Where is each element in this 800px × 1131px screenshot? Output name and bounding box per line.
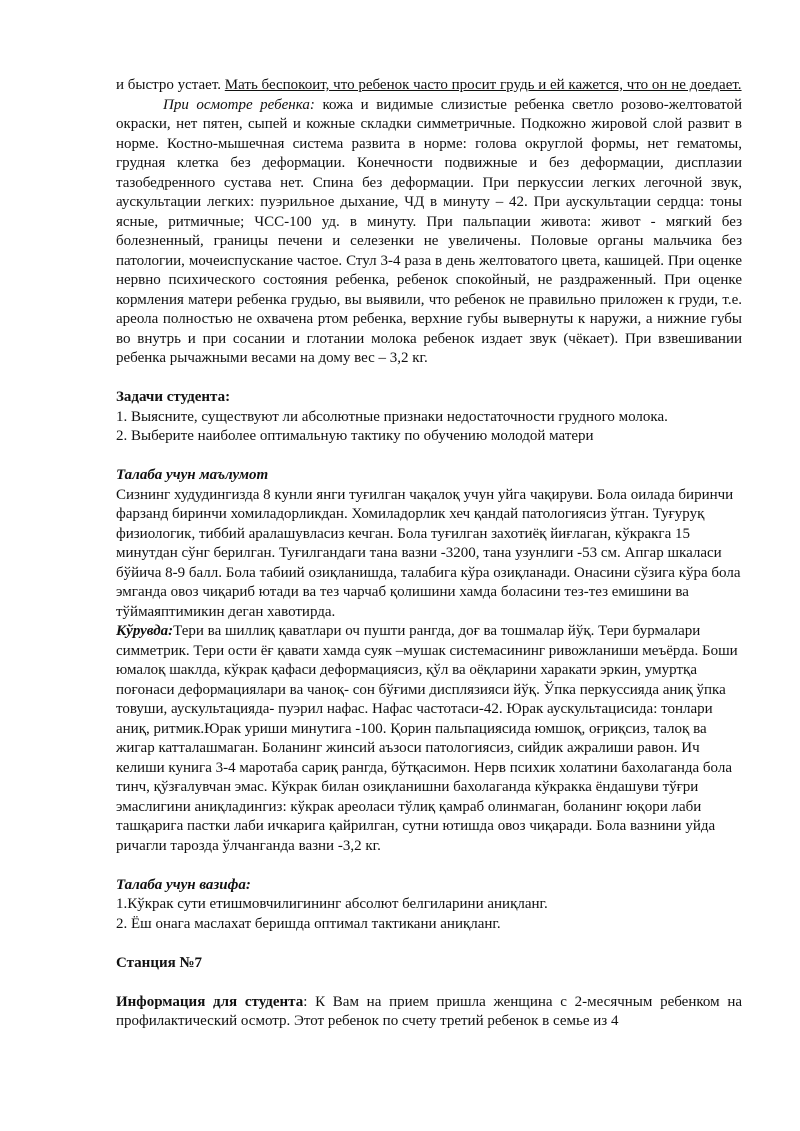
ru-complaint-paragraph [116,76,742,96]
ru-exam-label: При осмотре ребенка: [163,96,315,113]
uz-tasks-heading: Талаба учун вазифа: [116,876,251,893]
uz-exam-label: Кўрувда: [116,623,174,639]
ru-exam-paragraph [116,96,742,369]
ru-tasks-heading: Задачи студента: [116,389,231,405]
ru-exam-text: кожа и видимые слизистые ребенка светло розово-желтоватой окраски, нет пятен, сыпей и кожные складки симметричные. Подкожно жировой слой развит в норме. Костно-мышечная система развита в норме: голова округлой формы, нет гематомы, грудная клетка без деформации. Конечности подвижные и без деформации, дисплазии тазобедренного сустава нет. Спина без деформации. При перкуссии легких легочной звук, аускультации легких: пуэрильное дыхание, ЧД в минуту – 42. При аускультации сердца: тоны ясные, ритмичные; ЧСС-100 уд. в минуту. При пальпации живота: живот - мягкий без болезненный, границы печени и селезенки не увеличены. Половые органы мальчика без патологии, мочеиспускание частое. Стул 3-4 раза в день желтоватого цвета, кашицей. При оценке нервно психического состояния ребенка, ребенок спокойный, не раздраженный. При оценке кормления матери ребенка грудью, вы выявили, что ребенок не правильно приложен к груди, т.е. ареола полностью не охвачена ртом ребенка, верхние губы вывернуты к наружи, а нижние губы во внутрь и при сосании и глотании молока ребенок издает звук (чёкает). При взвешивании ребенка рычажными весами на дому вес – 3,2 кг. [116,96,743,366]
uz-task-item-1: 1.Кўкрак сути етишмовчилигининг абсолют белгиларини аниқланг. [116,896,548,912]
uz-case-paragraph: Сизнинг худудингизда 8 кунли янги туғилган чақалоқ учун уйга чақируви. Бола оилада биринчи фарзанд биринчи хомиладорликдан. Хомиладорлик хеч қандай патологиясиз ўтган. Туғуруқ физиологик, тиббий аралашувласиз кечган. Бола туғилган захотиёқ йиғлаган, кўкракга 15 минутдан сўнг берилган. Туғилгандаги тана вазни -3200, тана узунлиги -53 см. Апгар шкаласи бўйича 8-9 балл. Бола табиий озиқланишда, талабига кўра озиқланади. Онасини сўзига кўра бола эмганда овоз чиқариб ютади ва тез чарчаб қолишини хамда боласини тез-тез емишини ва тўймаяптимикин деган хавотирда. [116,486,741,620]
document-page [116,76,742,1032]
ru-complaint-start: и быстро устает. [116,77,225,93]
ru-complaint-underlined: Мать беспокоит, что ребенок часто просит грудь и ей кажется, что он не доедает. [224,77,742,93]
station-info-text: : К Вам на прием пришла женщина с 2-месячным ребенком на профилактический осмотр. Этот ребенок по счету третий ребенок в семье из 4 [116,993,742,1029]
uz-exam-paragraph [116,622,742,856]
uz-exam-text: Тери ва шиллиқ қаватлари оч пушти рангда, доғ ва тошмалар йўқ. Тери бурмалари симметрик. Тери ости ёғ қавати хамда суяк –мушак системасининг ривожланиши меъёрда. Боши юмалоқ шаклда, кўкрак қафаси деформациясиз, қўл ва оёқларини харакати эркин, умуртқа поғонаси деформациялари ва чаноқ- сон бўғими дисплязияси йўқ. Ўпка перкуссияда аниқ ўпка товуши, аускультацияда- пуэрил нафас. Нафас частотаси-42. Юрак аускультацисида: тонлари аниқ, ритмик.Юрак уриши минутига -100. Қорин пальпациясида юмшоқ, оғриқсиз, талоқ ва жигар катталашмаган. Боланинг жинсий аъзоси патологиясиз, сийдик ажралиши равон. Ич келиши кунига 3-4 маротаба сариқ рангда, бўтқасимон. Нерв психик холатини бахолаганда бола тинч, қўзғалувчан эмас. Кўкрак билан озиқланишни бахолаганда кўкракка ёндашуви тўғри эмаслигини аниқладингиз: кўкрак ареоласи тўлиқ қамраб олинмаган, боланинг юқори лаби ташқарига пастки лаби ичкарига қайрилган, сутни ютишда овоз чиқаради. Бола вазнини уйда ричагли тарозда ўлчанганда вазни -3,2 кг. [116,623,738,854]
uz-info-heading: Талаба учун маълумот [116,467,269,483]
ru-task-item-2: 2. Выберите наиболее оптимальную тактику по обучению молодой матери [116,428,594,444]
station-title: Станция №7 [116,954,203,971]
ru-task-item-1: 1. Выясните, существуют ли абсолютные признаки недостаточности грудного молока. [116,408,668,425]
station-info-label: Информация для студента [116,993,304,1010]
station-info-paragraph [116,993,742,1032]
uz-task-item-2: 2. Ёш онага маслахат беришда оптимал тактикани аниқланг. [116,915,501,932]
